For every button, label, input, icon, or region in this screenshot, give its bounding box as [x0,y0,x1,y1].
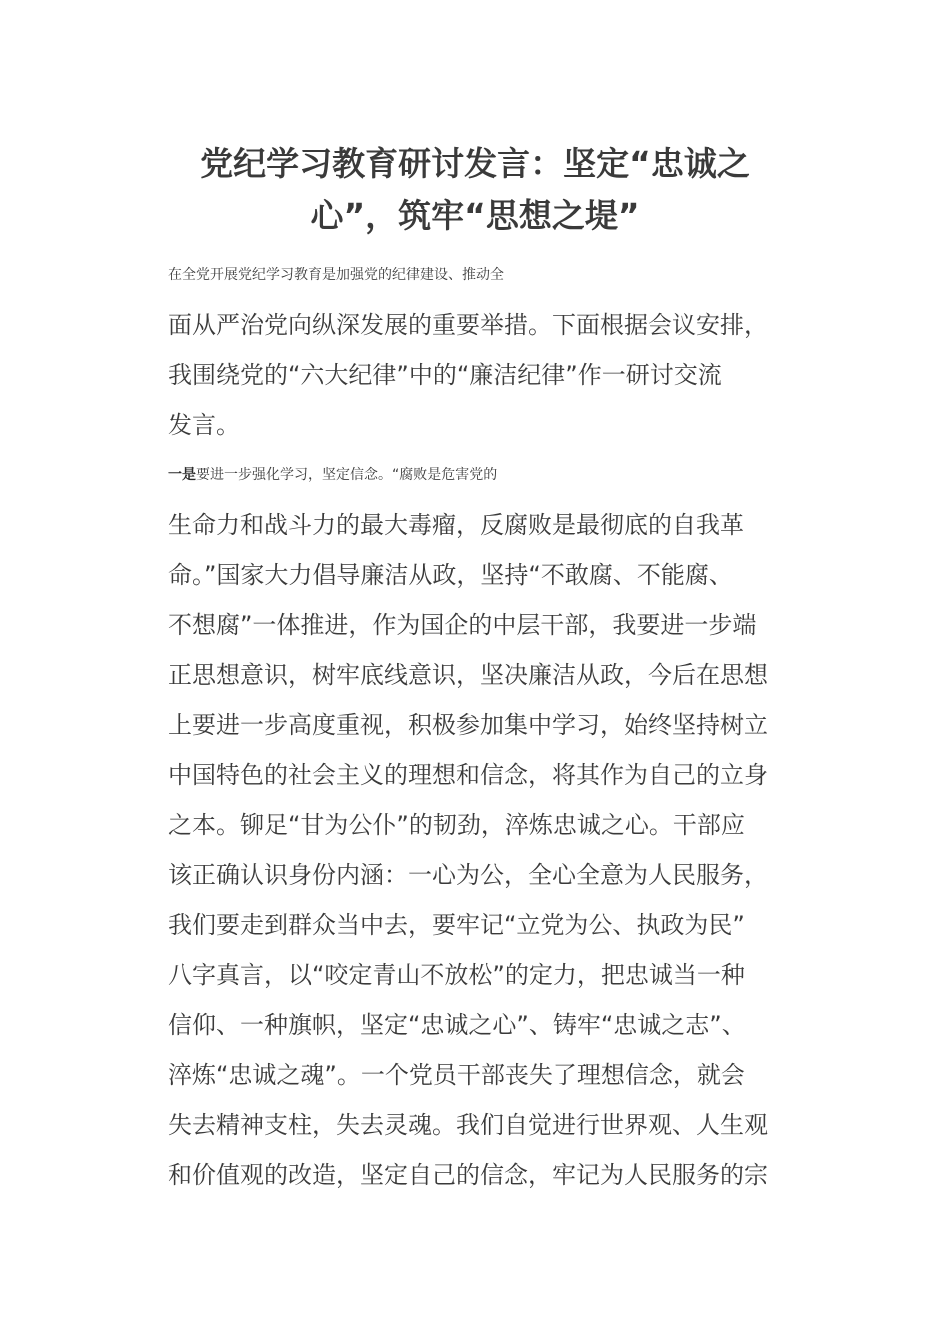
text-line: 不想腐”一体推进，作为国企的中层干部，我要进一步端 [168,611,757,639]
text-line: 命。”国家大力倡导廉洁从政，坚持“不敢腐、不能腐、 [168,561,733,589]
text-line: 发言。 [168,411,240,439]
text-line: 上要进一步高度重视，积极参加集中学习，始终坚持树立 [168,711,768,739]
text-line [144,450,792,500]
title-line: 党纪学习教育研讨发言：坚定“忠诚之 [200,144,750,183]
text-line: 生命力和战斗力的最大毒瘤，反腐败是最彻底的自我革 [168,511,744,539]
text-line: 该正确认识身份内涵：一心为公，全心全意为人民服务， [168,861,768,889]
text-line: 失去精神支柱，失去灵魂。我们自觉进行世界观、人生观 [168,1111,768,1139]
text-line: 正思想意识，树牢底线意识，坚决廉洁从政，今后在思想 [168,661,768,689]
text-line-rest: 要进一步强化学习，坚定信念。“腐败是危害党的 [196,467,498,483]
text-line: 我们要走到群众当中去，要牢记“立党为公、执政为民” [168,911,745,939]
text-line: 之本。铆足“甘为公仆”的韧劲，淬炼忠诚之心。干部应 [168,811,745,839]
text-line: 和价值观的改造，坚定自己的信念，牢记为人民服务的宗 [168,1161,768,1189]
paragraph-intro [144,250,792,450]
text-line: 八字真言，以“咬定青山不放松”的定力，把忠诚当一种 [168,961,745,989]
text-line: 信仰、一种旗帜，坚定“忠诚之心”、铸牢“忠诚之志”、 [168,1011,746,1039]
text-line: 我围绕党的“六大纪律”中的“廉洁纪律”作一研讨交流 [168,361,722,389]
title-line: 心”，筑牢“思想之堤” [310,196,640,235]
document-body [144,250,792,1200]
paragraph-point-one [144,450,792,1200]
paragraph-lead: 一是 [168,467,196,483]
text-line: 中国特色的社会主义的理想和信念，将其作为自己的立身 [168,761,768,789]
text-line: 在全党开展党纪学习教育是加强党的纪律建设、推动全 [168,267,504,283]
document-title [150,138,800,242]
text-line: 面从严治党向纵深发展的重要举措。下面根据会议安排， [168,311,768,339]
text-line: 淬炼“忠诚之魂”。一个党员干部丧失了理想信念，就会 [168,1061,745,1089]
